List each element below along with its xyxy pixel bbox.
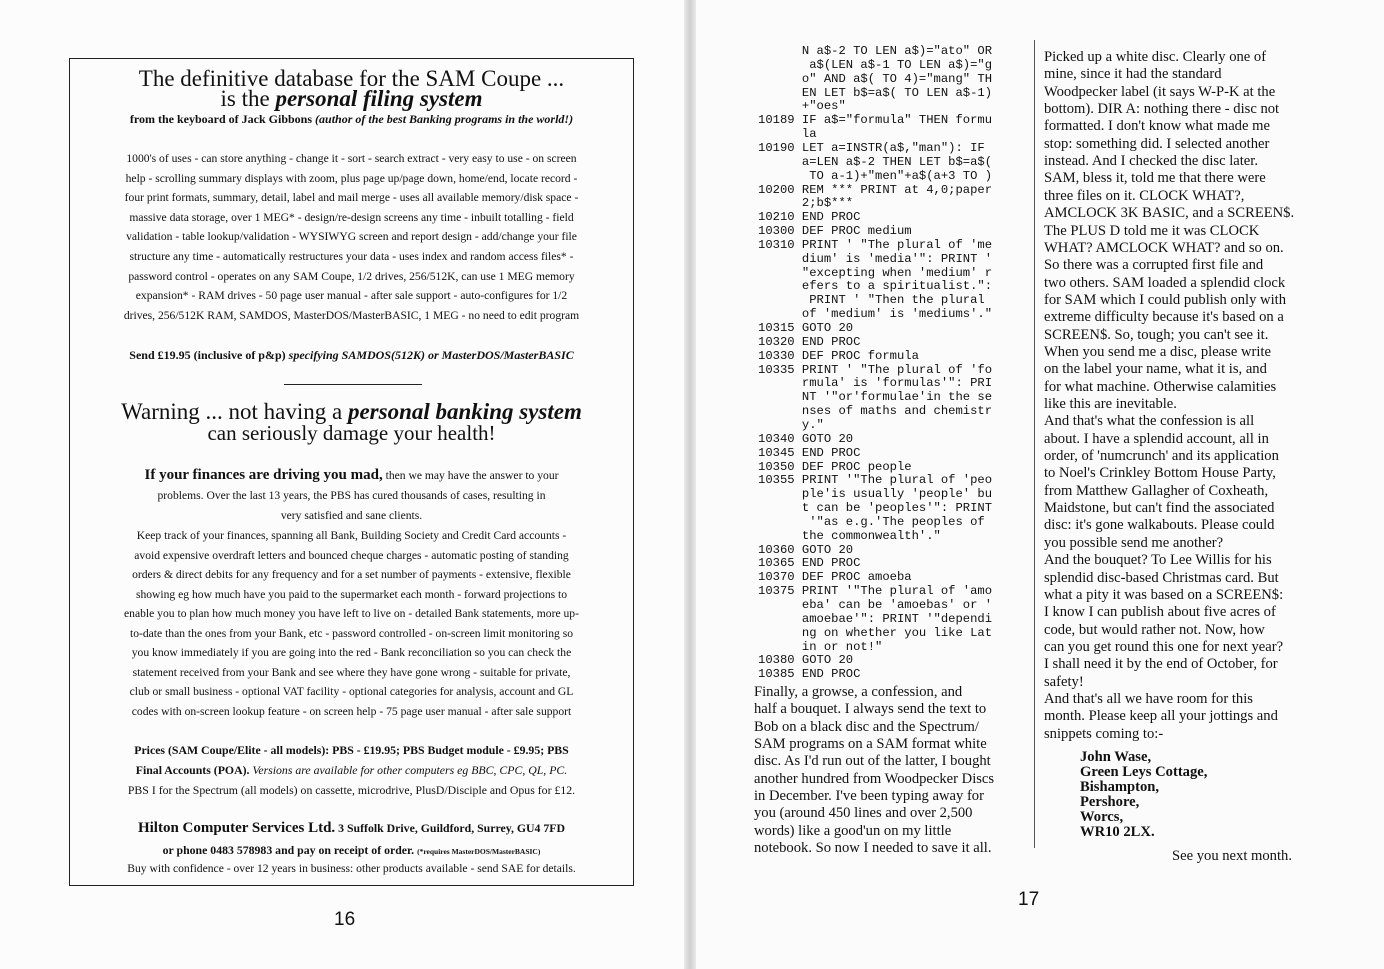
address-line: Worcs, — [1080, 808, 1124, 825]
ad1-body-line: four print formats, summary, detail, label and mail merge - uses all available memory/disk space - — [124, 191, 579, 205]
prose-line: AMCLOCK 3K BASIC, and a SCREEN$. — [1044, 205, 1295, 222]
address-line: Bishampton, — [1080, 778, 1160, 795]
prose-line: So there was a corrupted first file and — [1044, 257, 1264, 274]
code-line: 10189 IF a$="formula" THEN formu — [758, 113, 993, 128]
ad2-phone-note: (*requires MasterDOS/MasterBASIC) — [417, 847, 541, 856]
code-line: 10350 DEF PROC people — [758, 459, 912, 474]
ad1-title-line1: The definitive database for the SAM Coupe ... — [138, 66, 565, 91]
prose-line: Picked up a white disc. Clearly one of — [1044, 49, 1267, 65]
ad2-body-line: to-date than the ones from your Bank, etc - password controlled - on-screen limit monitoring so — [129, 626, 574, 640]
code-line: 10345 END PROC — [758, 445, 861, 460]
prose-line: words) like a good'un on my little — [754, 822, 952, 839]
prose-line: code, but would rather not. Now, how — [1044, 621, 1265, 638]
ad2-prices-line1: Prices (SAM Coupe/Elite - all models): PBS - £19.95; PBS Budget module - £9.95; PBS — [134, 743, 569, 757]
book-gutter — [684, 0, 696, 969]
prose-line: instead. And I checked the disc later. — [1044, 153, 1258, 170]
ad2-lead-line: problems. Over the last 13 years, the PBS has cured thousands of cases, resulting in — [157, 489, 546, 502]
prose-line: And that's what the confession is all — [1044, 413, 1255, 430]
code-line: in or not!" — [758, 639, 883, 654]
code-line: efers to a spiritualist.": — [758, 279, 993, 294]
ad2-lead-rest: then we may have the answer to your — [382, 469, 559, 482]
ad1-body-line: help - scrolling summary displays with zoom, plus page up/page down, home/end, locate record - — [125, 171, 578, 185]
code-line: 10370 DEF PROC amoeba — [758, 570, 912, 585]
code-line: 10315 GOTO 20 — [758, 321, 854, 335]
code-line: 10320 END PROC — [758, 334, 861, 349]
code-line: eba' can be 'amoebas' or ' — [758, 598, 993, 612]
code-line: PRINT ' "Then the plural — [758, 293, 985, 308]
prose-line: you possible send me another? — [1044, 534, 1224, 551]
ad2-body-line: you know immediately if you are going into the red - Bank reconciliation so you can check the — [131, 646, 572, 660]
prose-line: SAM, bless it, told me that there were — [1044, 170, 1266, 187]
ad1-title-emph: personal filing system — [275, 86, 483, 111]
code-line: 2;b$*** — [758, 196, 854, 211]
ad1-title-pre: is the — [220, 86, 276, 111]
code-line: la — [758, 127, 817, 142]
code-line: 10355 PRINT '"The plural of 'peo — [758, 473, 993, 488]
ad-divider — [284, 384, 422, 385]
ad1-byline-emph: (author of the best Banking programs in the world!) — [315, 112, 574, 126]
ad2-confidence-line: Buy with confidence - over 12 years in business: other products available - send SAE for details. — [127, 862, 576, 875]
column-rule — [1034, 40, 1035, 848]
page-number-16: 16 — [334, 909, 356, 930]
prose-line: for SAM which I could publish only with — [1044, 291, 1287, 308]
prose-line: you (around 450 lines and over 2,500 — [754, 805, 973, 822]
ad2-prices-line2 — [70, 763, 633, 778]
code-line: ple'is usually 'people' bu — [758, 487, 993, 502]
ad1-byline — [70, 112, 633, 127]
prose-line: disc. As I'd run out of the latter, I bought — [754, 753, 991, 770]
code-line: dium' is 'media'": PRINT ' — [758, 251, 993, 266]
code-line: 10365 END PROC — [758, 556, 861, 571]
code-line: 10300 DEF PROC medium — [758, 224, 912, 239]
prose-line: for what machine. Otherwise calamities — [1044, 378, 1277, 395]
code-line: a=LEN a$-2 THEN LET b$=a$( — [758, 154, 993, 169]
prose-line: formatted. I don't know what made me — [1044, 118, 1270, 135]
prose-line: on the label your name, what it is, and — [1044, 361, 1267, 378]
ad1-body-line: drives, 256/512K RAM, SAMDOS, MasterDOS/MasterBASIC, 1 MEG - no need to edit program — [123, 308, 580, 322]
prose-line: in December. I've been typing away for — [754, 788, 984, 805]
prose-line: The PLUS D told me it was CLOCK — [1044, 222, 1260, 239]
ad1-send-pre: Send £19.95 (inclusive of p&p) — [129, 348, 289, 362]
code-line: EN LET b$=a$( TO LEN a$-1) — [758, 85, 993, 100]
ad2-title-emph: personal banking system — [347, 399, 582, 424]
ad2-body-line: avoid expensive overdraft letters and bounced cheque charges - automatic posting of standing — [134, 548, 569, 562]
ad1-body-line: validation - table lookup/validation - WYSIWYG screen and report design - add/change your file — [126, 230, 577, 244]
code-line: ng on whether you like Lat — [758, 625, 993, 640]
code-line: the commonwealth'." — [758, 528, 941, 543]
code-line: 10385 END PROC — [758, 667, 861, 682]
code-line: 10380 GOTO 20 — [758, 653, 854, 668]
code-line: NT '"or'formulae'in the se — [758, 390, 993, 405]
code-line: 10200 REM *** PRINT at 4,0;paper — [758, 182, 993, 197]
ad2-body-line: Keep track of your finances, spanning all Bank, Building Society and Credit Card accounts - — [136, 529, 567, 542]
ad1-send-emph: specifying SAMDOS(512K) or MasterDOS/MasterBASIC — [288, 348, 574, 362]
ad2-title-line2: can seriously damage your health! — [207, 421, 496, 445]
ad2-lead-line: very satisfied and sane clients. — [280, 508, 423, 522]
code-line: TO a-1)+"men"+a$(a+3 TO ) — [758, 168, 993, 183]
code-line: nses of maths and chemistr — [758, 404, 993, 419]
ad1-body-line: 1000's of uses - can store anything - change it - sort - search extract - very easy to use - on screen — [126, 152, 577, 165]
ad2-body-line: orders & direct debits for any frequency and for a set number of payments - extensive, flexible — [132, 568, 571, 582]
address-line: Pershore, — [1080, 793, 1140, 810]
ad2-body-line: club or small business - optional VAT facility - optional categories for analysis, account and GL — [129, 685, 574, 699]
prose-line: bottom). DIR A: nothing there - disc not — [1044, 101, 1280, 118]
prose-line: about. I have a splendid account, all in — [1044, 430, 1269, 447]
basic-code-listing — [758, 45, 1033, 685]
prose-line: And that's all we have room for this — [1044, 690, 1253, 707]
code-line: 10375 PRINT '"The plural of 'amo — [758, 584, 993, 599]
address-line: Green Leys Cottage, — [1080, 763, 1208, 780]
prose-line: disc: it's gone walkabouts. Please could — [1044, 517, 1275, 534]
prose-line: what a pity it was based on a SCREEN$: — [1044, 586, 1284, 603]
ad2-prices-line2-bold: Final Accounts (POA). — [135, 763, 250, 777]
code-line: 10310 PRINT ' "The plural of 'me — [758, 237, 993, 252]
ad2-company-rest: 3 Suffolk Drive, Guildford, Surrey, GU4 7FD — [335, 821, 566, 835]
prose-line: two others. SAM loaded a splendid clock — [1044, 274, 1286, 291]
code-line: of 'medium' is 'mediums'." — [758, 307, 993, 322]
prose-line: to Noel's Crinkley Bottom House Party, — [1044, 465, 1276, 482]
prose-line: month. Please keep all your jottings and — [1044, 708, 1278, 725]
address-line: WR10 2LX. — [1080, 823, 1155, 840]
prose-line: I know I can publish about five acres of — [1044, 604, 1276, 621]
ad2-phone-line — [70, 843, 633, 858]
database-advert — [69, 58, 634, 886]
ad1-body-line: massive data storage, over 1 MEG* - design/re-design screens any time - inbuilt totalling - field — [129, 210, 574, 224]
code-line: 10360 GOTO 20 — [758, 542, 854, 557]
code-line: N a$-2 TO LEN a$)="ato" OR — [758, 44, 993, 58]
ad2-body-line: enable you to plan how much money you have left to live on - detailed Bank statements, more up- — [124, 607, 579, 621]
prose-line: SCREEN$. So, tough; you can't see it. — [1044, 326, 1269, 343]
ad1-body-line: structure any time - automatically restructures your data - uses index and random access files* - — [129, 250, 574, 263]
ad1-body-line: password control - operates on any SAM Coupe, 1/2 drives, 256/512K, can use 1 MEG memory — [128, 269, 575, 283]
ad1-byline-pre: from the keyboard of Jack Gibbons — [129, 112, 316, 126]
code-line: 10335 PRINT ' "The plural of 'fo — [758, 362, 993, 377]
ad2-phone-text: or phone 0483 578983 and pay on receipt of order. — [162, 843, 415, 857]
ad2-lead-bold: If your finances are driving you mad, — [144, 467, 383, 483]
prose-line: half a bouquet. I always send the text to — [754, 701, 987, 718]
prose-line: snippets coming to:- — [1044, 725, 1164, 742]
ad2-lead — [70, 467, 633, 484]
ad1-body-line: expansion* - RAM drives - 50 page user manual - after sale support - auto-configures for 1/2 — [135, 289, 568, 303]
prose-line: like this are inevitable. — [1044, 396, 1177, 412]
address-line: John Wase, — [1080, 749, 1152, 765]
code-line: 10340 GOTO 20 — [758, 431, 854, 446]
prose-line: Maidstone, but can't find the associated — [1044, 500, 1275, 517]
prose-line: three files on it. CLOCK WHAT?, — [1044, 187, 1245, 204]
prose-line: extreme difficulty because it's based on a — [1044, 309, 1284, 326]
code-line: "excepting when 'medium' r — [758, 265, 993, 280]
prose-line: can you get round this one for next year? — [1044, 638, 1284, 655]
prose-line: another hundred from Woodpecker Discs — [754, 770, 995, 787]
code-line: t can be 'peoples'": PRINT — [758, 501, 993, 516]
prose-line: And the bouquet? To Lee Willis for his — [1044, 552, 1272, 569]
prose-line: Finally, a growse, a confession, and — [754, 684, 963, 700]
ad2-body-line: showing eg how much have you paid to the supermarket each month - forward projections to — [135, 587, 568, 601]
ad2-prices-line2-emph: Versions are available for other computers eg BBC, CPC, QL, PC. — [252, 763, 568, 777]
prose-line: WHAT? AMCLOCK WHAT? and so on. — [1044, 239, 1284, 256]
code-line: 10210 END PROC — [758, 210, 861, 225]
prose-line: notebook. So now I needed to save it all. — [754, 840, 992, 857]
ad2-body-line: codes with on-screen lookup feature - on screen help - 75 page user manual - after sale support — [131, 704, 572, 718]
ad2-company-line — [70, 820, 633, 837]
prose-line: mine, since it had the standard — [1044, 66, 1222, 83]
ad2-prices-line3: PBS I for the Spectrum (all models) on cassette, microdrive, PlusD/Disciple and Opus for £12. — [127, 783, 576, 797]
page-number-17: 17 — [1018, 889, 1040, 910]
prose-line: SAM programs on a SAM format white — [754, 736, 987, 753]
ad1-send-line — [70, 348, 633, 363]
ad2-body-line: statement received from your Bank and see where they have gone wrong - suitable for private, — [132, 665, 571, 679]
prose-line: When you send me a disc, please write — [1044, 343, 1271, 360]
left-page — [0, 0, 688, 969]
code-line: o" AND a$( TO 4)="mang" TH — [758, 71, 993, 86]
code-line: y." — [758, 417, 824, 432]
prose-line: Bob on a black disc and the Spectrum/ — [754, 718, 979, 735]
prose-line: safety! — [1044, 673, 1084, 690]
code-line: '"as e.g.'The peoples of — [758, 514, 985, 529]
code-line: 10330 DEF PROC formula — [758, 348, 919, 363]
code-line: a$(LEN a$-1 TO LEN a$)="g — [758, 57, 993, 72]
ad2-title-pre: Warning ... not having a — [121, 399, 348, 424]
ad2-company-bold: Hilton Computer Services Ltd. — [137, 820, 336, 836]
signoff: See you next month. — [1172, 848, 1292, 864]
ad1-title-line2 — [70, 88, 633, 110]
prose-line: I shall need it by the end of October, for — [1044, 656, 1278, 673]
prose-line: stop: something did. I selected another — [1044, 135, 1270, 152]
code-line: amoebae'": PRINT '"dependi — [758, 611, 993, 626]
prose-line: splendid disc-based Christmas card. But — [1044, 569, 1279, 586]
code-line: 10190 LET a=INSTR(a$,"man"): IF — [758, 140, 985, 155]
code-line: +"oes" — [758, 99, 846, 114]
prose-line: Woodpecker label (it says W-P-K at the — [1044, 83, 1276, 100]
prose-line: order, of 'numcrunch' and its application — [1044, 448, 1279, 465]
code-line: rmula' is 'formulas'": PRI — [758, 376, 993, 391]
prose-line: from Matthew Gallagher of Coxheath, — [1044, 482, 1269, 499]
